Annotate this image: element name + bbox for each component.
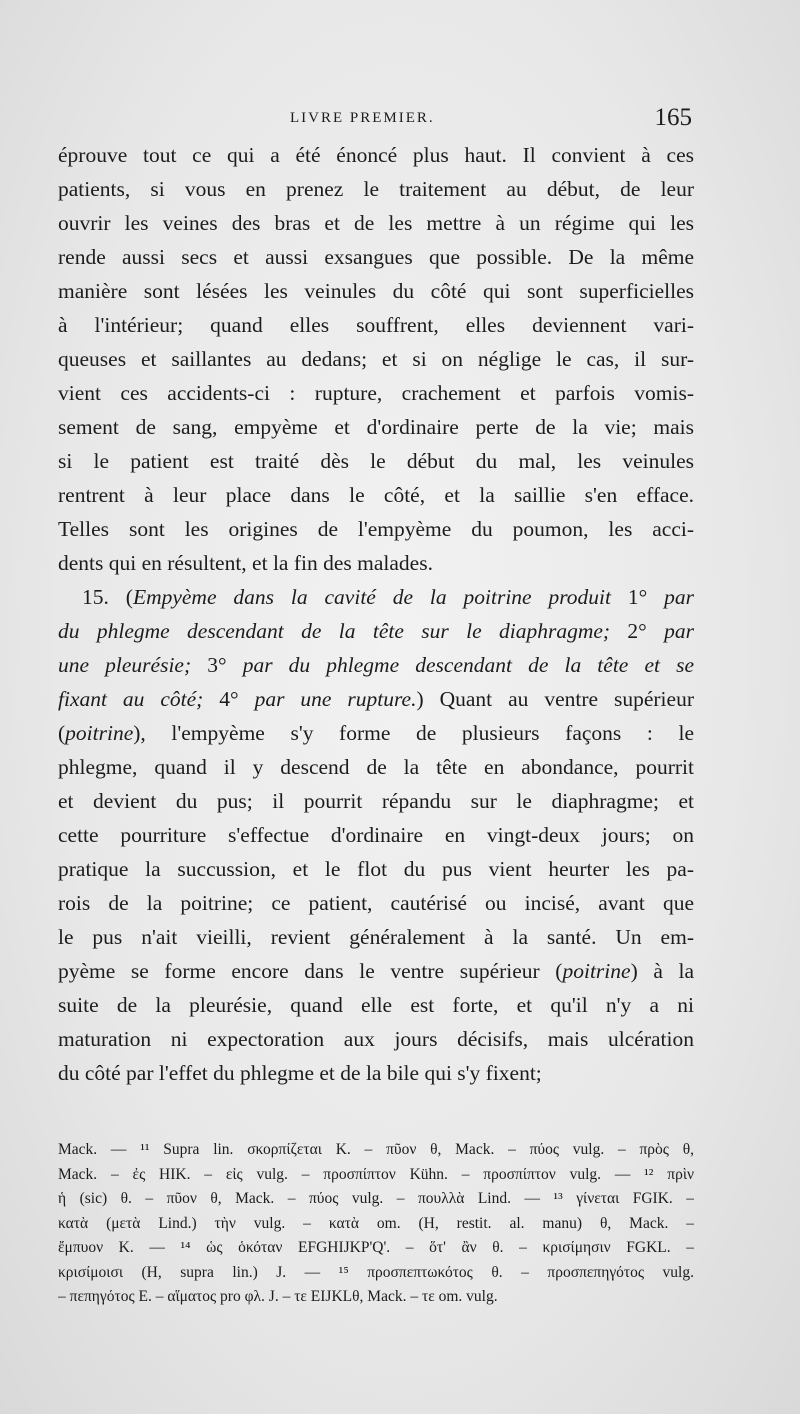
footnote-line: Mack. — ¹¹ Supra lin. σκορπίζεται K. – πῦον θ, Mack. – πύος vulg. – πρὸς θ, <box>58 1141 694 1158</box>
running-title: LIVRE PREMIER. <box>290 110 435 126</box>
text-line <box>58 274 694 308</box>
text-run: manière sont lésées les veinules du côté qui sont superficielles <box>58 279 694 303</box>
text-line <box>58 818 694 852</box>
text-run: rende aussi secs et aussi exsangues que possible. De la même <box>58 245 694 269</box>
text-line <box>58 206 694 240</box>
text-run: dents qui en résultent, et la fin des malades. <box>58 551 433 575</box>
text-run: 3° <box>191 653 243 677</box>
footnote-line: Mack. – ἐς HIK. – εἰς vulg. – προσπίπτον Kühn. – προσπίπτον vulg. — ¹² πρὶν <box>58 1165 694 1183</box>
text-run: le pus n'ait vieilli, revient généralement à la santé. Un em- <box>58 925 694 949</box>
text-run: ), l'empyème s'y forme de plusieurs façons : le <box>133 721 694 745</box>
text-line <box>58 342 694 376</box>
text-line <box>58 886 694 920</box>
text-line <box>58 750 694 784</box>
italic-run: par <box>664 585 694 609</box>
text-run: cette pourriture s'effectue d'ordinaire en vingt-deux jours; on <box>58 823 694 847</box>
text-line <box>58 240 694 274</box>
text-run: rois de la poitrine; ce patient, cautérisé ou incisé, avant que <box>58 891 694 915</box>
text-line <box>58 376 694 410</box>
text-line <box>58 478 694 512</box>
text-line <box>58 988 694 1022</box>
text-run: patients, si vous en prenez le traitement au début, de leur <box>58 177 694 201</box>
text-line <box>58 444 694 478</box>
text-run: queuses et saillantes au dedans; et si on néglige le cas, il sur- <box>58 347 694 371</box>
text-run: 15. ( <box>82 585 133 609</box>
text-run: sement de sang, empyème et d'ordinaire perte de la vie; mais <box>58 415 694 439</box>
text-line <box>58 1022 694 1056</box>
text-line <box>58 172 694 206</box>
italic-run: par une rupture. <box>254 687 417 711</box>
text-line <box>58 580 694 614</box>
text-run: ) Quant au ventre supérieur <box>416 687 694 711</box>
italic-run: par du phlegme descendant de la tête et se <box>242 653 694 677</box>
text-line <box>58 682 694 716</box>
footnote-line: – πεπηγότος E. – αἵματος pro φλ. J. – τε EIJKLθ, Mack. – τε om. vulg. <box>58 1288 498 1305</box>
text-run: rentrent à leur place dans le côté, et la saillie s'en efface. <box>58 483 694 507</box>
italic-run: du phlegme descendant de la tête sur le diaphragme; <box>58 619 611 643</box>
text-run: ( <box>58 721 66 745</box>
footnote-line: ἔμπυον K. — ¹⁴ ὡς ὁκόταν EFGHIJKP'Q'. – ὅτ' ἂν θ. – κρισίμησιν FGKL. – <box>58 1239 694 1256</box>
text-run: suite de la pleurésie, quand elle est forte, et qu'il n'y a ni <box>58 993 694 1017</box>
text-run: et devient du pus; il pourrit répandu sur le diaphragme; et <box>58 789 694 813</box>
text-line <box>58 546 694 580</box>
text-run: si le patient est traité dès le début du mal, les veinules <box>58 449 694 473</box>
text-run: ouvrir les veines des bras et de les mettre à un régime qui les <box>58 211 694 235</box>
text-run: vient ces accidents-ci : rupture, crachement et parfois vomis- <box>58 381 694 405</box>
main-text <box>58 138 694 1090</box>
footnote-line: κατὰ (μετὰ Lind.) τὴν vulg. – κατὰ om. (H, restit. al. manu) θ, Mack. – <box>58 1214 694 1232</box>
footnote-line: ἡ (sic) θ. – πῦον θ, Mack. – πύος vulg. – πουλλὰ Lind. — ¹³ γίνεται FGIK. – <box>58 1190 694 1207</box>
text-run: ) à la <box>630 959 694 983</box>
italic-run: poitrine <box>562 959 631 983</box>
text-line <box>58 920 694 954</box>
text-line <box>58 648 694 682</box>
text-run: maturation ni expectoration aux jours décisifs, mais ulcération <box>58 1027 694 1051</box>
text-run: 1° <box>611 585 665 609</box>
italic-run: par <box>664 619 694 643</box>
footnotes <box>58 1138 694 1310</box>
text-run: éprouve tout ce qui a été énoncé plus haut. Il convient à ces <box>58 143 694 167</box>
footnote-line: κρισίμοισι (H, supra lin.) J. — ¹⁵ προσπεπτωκότος θ. – προσπεπηγότος vulg. <box>58 1263 694 1281</box>
italic-run: poitrine <box>65 721 134 745</box>
text-run: à l'intérieur; quand elles souffrent, elles deviennent vari- <box>58 313 694 337</box>
italic-run: Empyème dans la cavité de la poitrine produit <box>132 585 611 609</box>
page-number: 165 <box>654 104 692 131</box>
text-run: 2° <box>610 619 665 643</box>
text-run: Telles sont les origines de l'empyème du poumon, les acci- <box>58 517 694 541</box>
text-line <box>58 308 694 342</box>
text-line <box>58 138 694 172</box>
text-line <box>58 954 694 988</box>
text-line <box>58 512 694 546</box>
italic-run: fixant au côté; <box>58 687 204 711</box>
text-line <box>58 1056 694 1090</box>
text-line <box>58 410 694 444</box>
text-run: du côté par l'effet du phlegme et de la bile qui s'y fixent; <box>58 1061 542 1085</box>
text-line <box>58 716 694 750</box>
text-run: pyème se forme encore dans le ventre supérieur ( <box>58 959 563 983</box>
text-run: 4° <box>203 687 255 711</box>
page-header <box>60 104 692 138</box>
text-run: pratique la succussion, et le flot du pus vient heurter les pa- <box>58 857 694 881</box>
text-line <box>58 852 694 886</box>
italic-run: une pleurésie; <box>58 653 192 677</box>
text-line <box>58 784 694 818</box>
text-line <box>58 614 694 648</box>
text-run: phlegme, quand il y descend de la tête en abondance, pourrit <box>58 755 694 779</box>
